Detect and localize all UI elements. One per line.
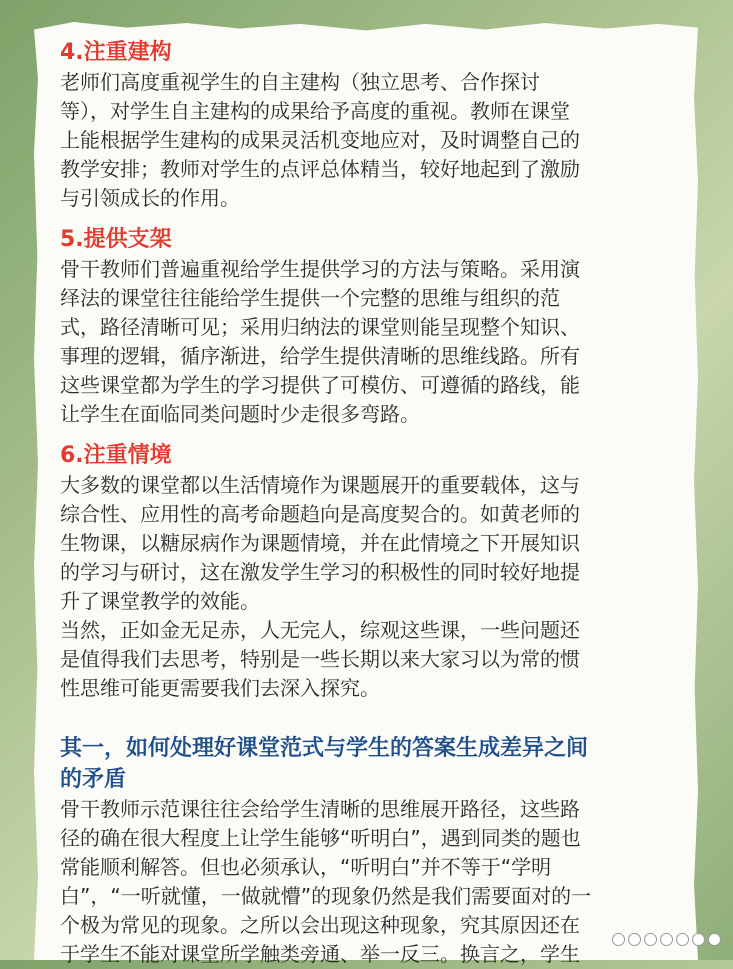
article-content: [60, 38, 680, 969]
section-6-heading: 6.注重情境: [60, 443, 172, 468]
section-6-line: 性思维可能更需要我们去深入探究。: [60, 676, 380, 700]
dot-icon: [612, 933, 625, 946]
section-6-line: 的学习与研讨，这在激发学生学习的积极性的同时较好地提: [60, 560, 580, 584]
dot-icon: [708, 933, 721, 946]
section-4-line: 上能根据学生建构的成果灵活机变地应对，及时调整自己的: [60, 128, 580, 152]
section-4-line: 与引领成长的作用。: [60, 186, 240, 210]
section-6-line: 生物课，以糖尿病作为课题情境，并在此情境之下开展知识: [60, 531, 580, 555]
dot-icon: [644, 933, 657, 946]
section-6-line: 大多数的课堂都以生活情境作为课题展开的重要载体，这与: [60, 473, 580, 497]
section-5-line: 绎法的课堂往往能给学生提供一个完整的思维与组织的范: [60, 286, 560, 310]
subsection-line: 常能顺利解答。但也必须承认，“听明白”并不等于“学明: [60, 855, 552, 879]
subsection-line: 于学生不能对课堂所学触类旁通、举一反三。换言之，学生: [60, 942, 580, 966]
section-6-line: 综合性、应用性的高考命题趋向是高度契合的。如黄老师的: [60, 502, 580, 526]
section-5-line: 让学生在面临同类问题时少走很多弯路。: [60, 402, 420, 426]
section-4-line: 等），对学生自主建构的成果给予高度的重视。教师在课堂: [60, 99, 570, 123]
section-4-line: 老师们高度重视学生的自主建构（独立思考、合作探讨: [60, 70, 540, 94]
section-4-heading: 4.注重建构: [60, 40, 172, 65]
subsection-line: 径的确在很大程度上让学生能够“听明白”，遇到同类的题也: [60, 826, 581, 850]
subsection-line: 白”，“一听就懂，一做就懵”的现象仍然是我们需要面对的一: [60, 884, 592, 908]
dot-icon: [692, 933, 705, 946]
subsection-heading-line: 的矛盾: [60, 767, 127, 792]
section-6-line: 当然，正如金无足赤，人无完人，综观这些课，一些问题还: [60, 618, 580, 642]
more-pages-indicator[interactable]: [612, 933, 721, 946]
subsection-line: 个极为常见的现象。之所以会出现这种现象，究其原因还在: [60, 913, 580, 937]
section-6-line: 是值得我们去思考，特别是一些长期以来大家习以为常的惯: [60, 647, 580, 671]
dot-icon: [628, 933, 641, 946]
section-5-heading: 5.提供支架: [60, 227, 172, 252]
section-4-line: 教学安排；教师对学生的点评总体精当，较好地起到了激励: [60, 157, 580, 181]
section-5-line: 式，路径清晰可见；采用归纳法的课堂则能呈现整个知识、: [60, 315, 580, 339]
section-5-line: 事理的逻辑，循序渐进，给学生提供清晰的思维线路。所有: [60, 344, 580, 368]
dot-icon: [660, 933, 673, 946]
subsection-line: 骨干教师示范课往往会给学生清晰的思维展开路径，这些路: [60, 797, 580, 821]
subsection-heading-line: 其一，如何处理好课堂范式与学生的答案生成差异之间: [60, 736, 589, 761]
section-5-line: 这些课堂都为学生的学习提供了可模仿、可遵循的路线，能: [60, 373, 580, 397]
section-6-line: 升了课堂教学的效能。: [60, 589, 260, 613]
section-5-line: 骨干教师们普遍重视给学生提供学习的方法与策略。采用演: [60, 257, 580, 281]
dot-icon: [676, 933, 689, 946]
